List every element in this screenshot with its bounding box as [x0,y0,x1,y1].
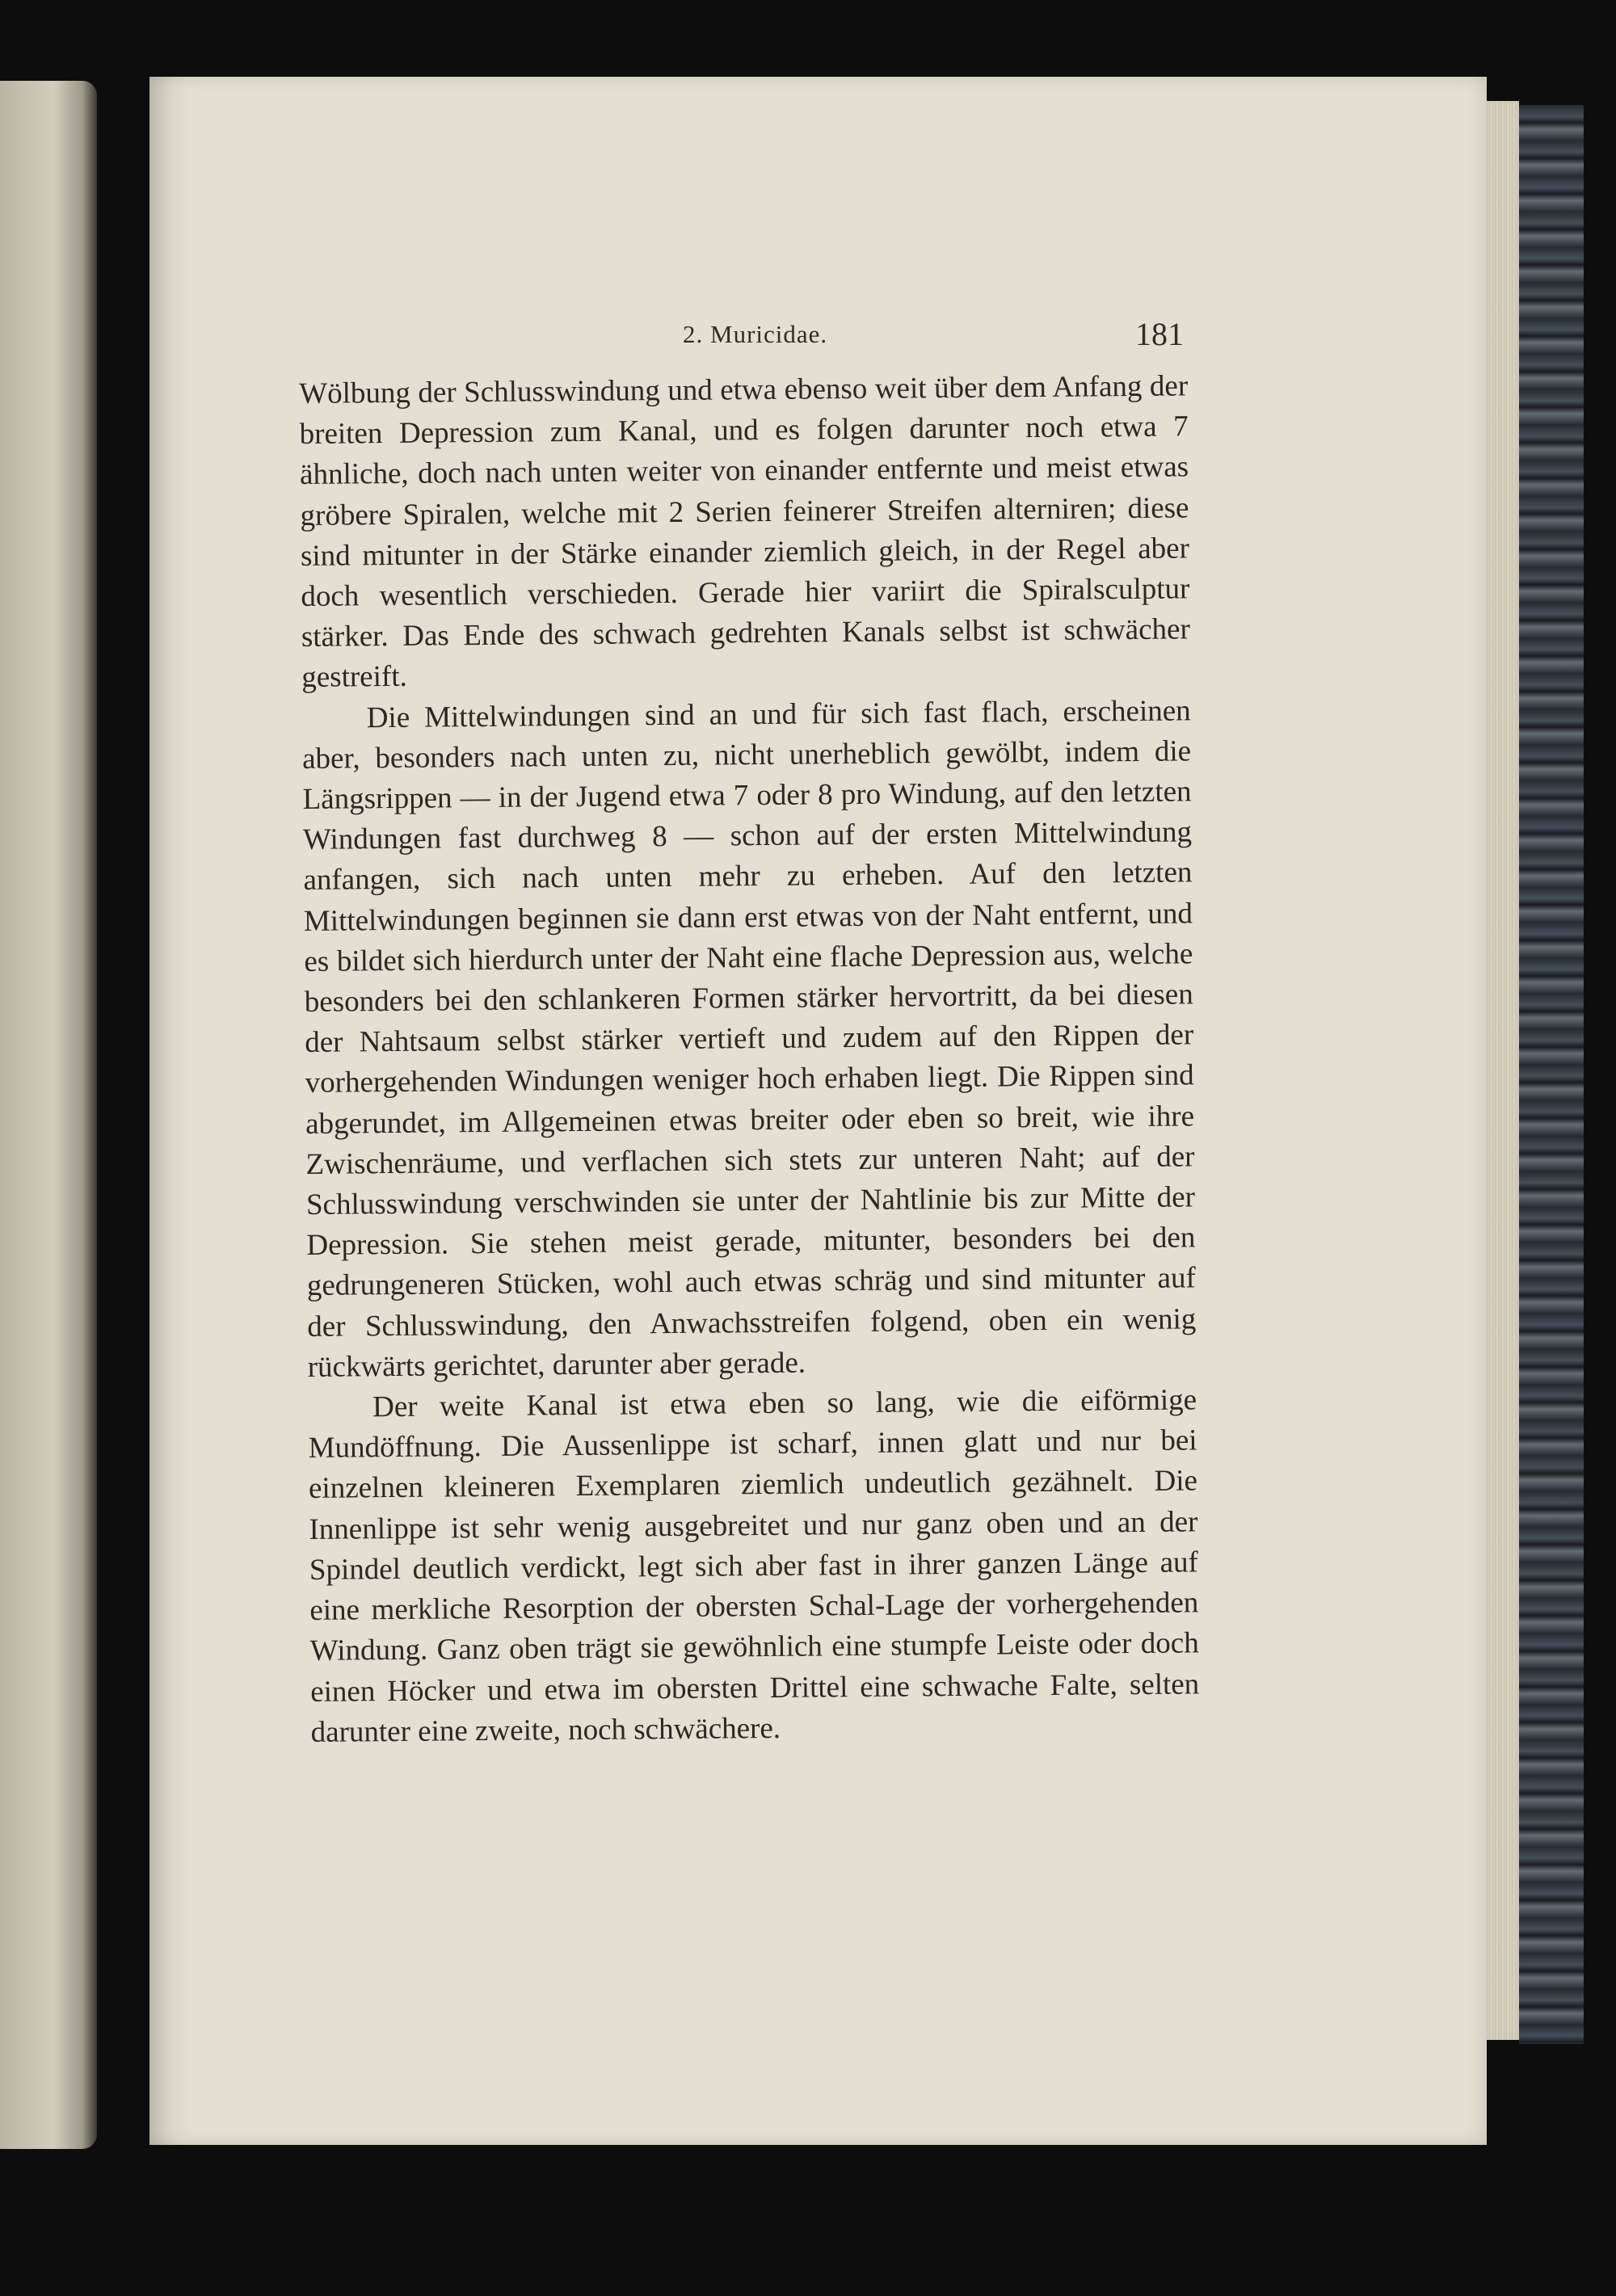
paragraph-2: Die Mittelwindungen sind an und für sich fast flach, erscheinen aber, besonders nach unten zu, nicht unerheblich gewölbt, indem die Längsrippen — in der Jugend etwa 7 oder 8 pro Windung, auf den letzten Windungen fast durchweg 8 — schon auf der ersten Mittelwindung anfangen, sich nach unten mehr zu erheben. Auf den letzten Mittelwindungen beginnen sie dann erst etwas von der Naht entfernt, und es bildet sich hierdurch unter der Naht eine flache Depression aus, welche besonders bei den schlankeren Formen stärker hervortritt, da bei diesen der Nahtsaum selbst stärker vertieft und zudem auf den Rippen der vorhergehenden Windungen weniger hoch erhaben liegt. Die Rippen sind abgerundet, im Allgemeinen etwas breiter oder eben so breit, wie ihre Zwischenräume, und verflachen sich stets zur unteren Naht; auf der Schlusswindung verschwinden sie unter der Nahtlinie bis zur Mitte der Depression. Sie stehen meist gerade, mitunter, besonders bei den gedrungeneren Stücken, wohl auch etwas schräg und sind mitunter auf der Schlusswindung, den Anwachsstreifen folgend, oben ein wenig rückwärts gerichtet, darunter aber gerade. [301,694,1197,1384]
book-cover-edge [1519,105,1584,2044]
book-page [149,77,1487,2145]
left-page-edge [0,81,97,2149]
paragraph-3: Der weite Kanal ist etwa eben so lang, wie die eiförmige Mundöffnung. Die Aussenlippe ist scharf, innen glatt und nur bei einzelnen kleineren Exemplaren ziemlich undeutlich gezähnelt. Die Innenlippe ist sehr wenig ausgebreitet und nur ganz oben und an der Spindel deutlich verdickt, legt sich aber fast in ihrer ganzen Länge auf eine merkliche Resorption der obersten Schal-Lage der vorhergehenden Windung. Ganz oben trägt sie gewöhnlich eine stumpfe Leiste oder doch einen Höcker und etwa im obersten Drittel eine schwache Falte, selten darunter eine zweite, noch schwächere. [308,1383,1200,1749]
paragraph-1: Wölbung der Schlusswindung und etwa ebenso weit über dem Anfang der breiten Depression zum Kanal, und es folgen darunter noch etwa 7 ähnliche, doch nach unten weiter von einander entfernte und meist etwas gröbere Spiralen, welche mit 2 Serien feinerer Streifen alterniren; diese sind mitunter in der Stärke einander ziemlich gleich, in der Regel aber doch wesentlich verschieden. Gerade hier variirt die Spiralsculptur stärker. Das Ende des schwach gedrehten Kanals selbst ist schwächer gestreift. [299,369,1190,695]
page-number: 181 [1135,316,1184,352]
body-text [299,366,1200,1752]
section-title: 2. Muricidae. [683,320,828,348]
running-head [149,315,1487,364]
